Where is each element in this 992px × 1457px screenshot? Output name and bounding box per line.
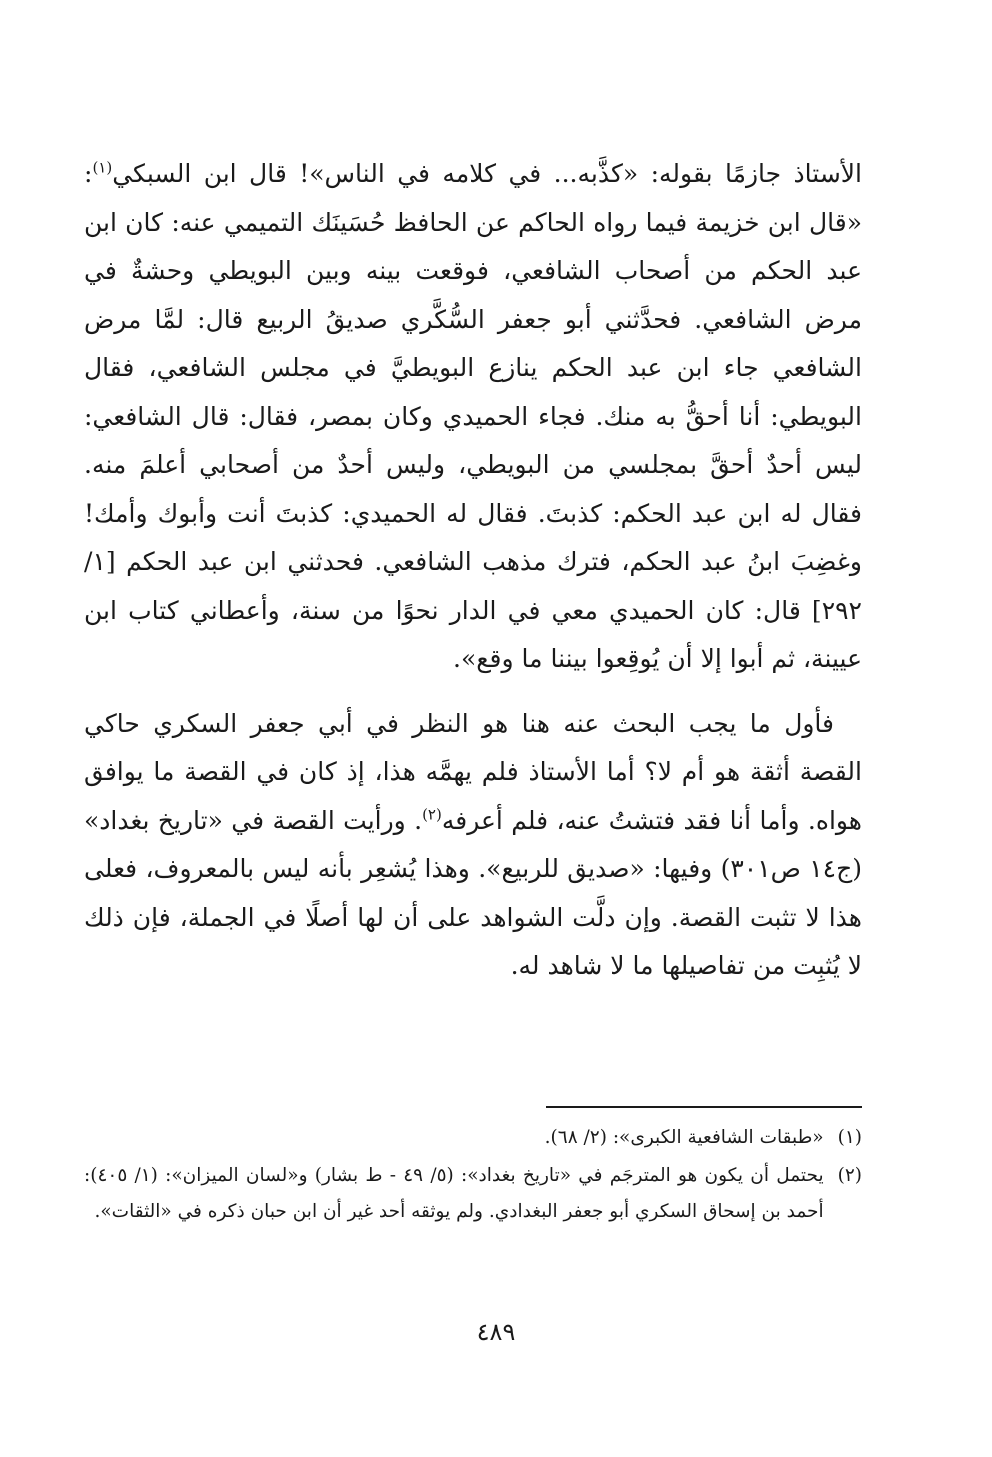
footnote-1 — [84, 1120, 862, 1156]
footnote-separator — [546, 1106, 862, 1108]
footnote-1-number: (١) — [837, 1127, 862, 1148]
paragraph-2-text-a: فأول ما يجب البحث عنه هنا هو النظر في أبي جعفر السكري حاكي القصة أثقة هو أم لا؟ أما الأستاذ فلم يهمَّه هذا، إذ كان في القصة ما يوافق هواه. وأما أنا فقد فتشتُ عنه، فلم أعرفه — [84, 708, 862, 835]
paragraph-2 — [84, 700, 862, 991]
footnotes-section — [84, 1120, 862, 1232]
footnote-2-number: (٢) — [837, 1165, 862, 1186]
paragraph-1 — [84, 150, 862, 684]
footnote-ref-2[interactable]: (٢) — [422, 805, 442, 824]
page-number: ٤٨٩ — [476, 1318, 516, 1346]
paragraph-1-text-b: : «قال ابن خزيمة فيما رواه الحاكم عن الحافظ حُسَينَك التميمي عنه: كان ابن عبد الحكم من أصحاب الشافعي، فوقعت بينه وبين البويطي وحشةٌ في مرض الشافعي. فحدَّثني أبو جعفر السُّكَّري صديقُ الربيع قال: لمَّا مرض الشافعي جاء ابن عبد الحكم ينازع البويطيَّ في مجلس الشافعي، فقال البويطي: أنا أحقُّ به منك. فجاء الحميدي وكان بمصر، فقال: قال الشافعي: ليس أحدٌ أحقَّ بمجلسي من البويطي، وليس أحدٌ من أصحابي أعلمَ منه. فقال له ابن عبد الحكم: كذبتَ. فقال له الحميدي: كذبتَ أنت وأبوك وأمك! وغضِبَ ابنُ عبد الحكم، فترك مذهب الشافعي. فحدثني ابن عبد الحكم [١/ ٢٩٢] قال: كان الحميدي معي في الدار نحوًا من سنة، وأعطاني كتاب ابن عيينة، ثم أبوا إلا أن يُوقِعوا بيننا ما وقع». — [84, 159, 862, 673]
main-text-body — [84, 150, 862, 991]
footnote-1-text: «طبقات الشافعية الكبرى»: (٢/ ٦٨). — [544, 1127, 824, 1148]
paragraph-2-text-b: . ورأيت القصة في «تاريخ بغداد» (ج١٤ ص٣٠١) وفيها: «صديق للربيع». وهذا يُشعِر بأنه ليس بالمعروف، فعلى هذا لا تثبت القصة. وإن دلَّت الشواهد على أن لها أصلًا في الجملة، فإن ذلك لا يُثبِت من تفاصيلها ما لا شاهد له. — [84, 805, 862, 980]
footnote-2 — [84, 1158, 862, 1230]
footnote-ref-1[interactable]: (١) — [92, 158, 113, 177]
paragraph-1-text-a: الأستاذ جازمًا بقوله: «كذَّبه... في كلامه في الناس»! قال ابن السبكي — [112, 159, 862, 188]
footnote-2-text: يحتمل أن يكون هو المترجَم في «تاريخ بغداد»: (٥/ ٤٩ - ط بشار) و«لسان الميزان»: (١/ ٤٠٥): أحمد بن إسحاق السكري أبو جعفر البغدادي. ولم يوثقه أحد غير أن ابن حبان ذكره في «الثقات». — [84, 1165, 824, 1222]
